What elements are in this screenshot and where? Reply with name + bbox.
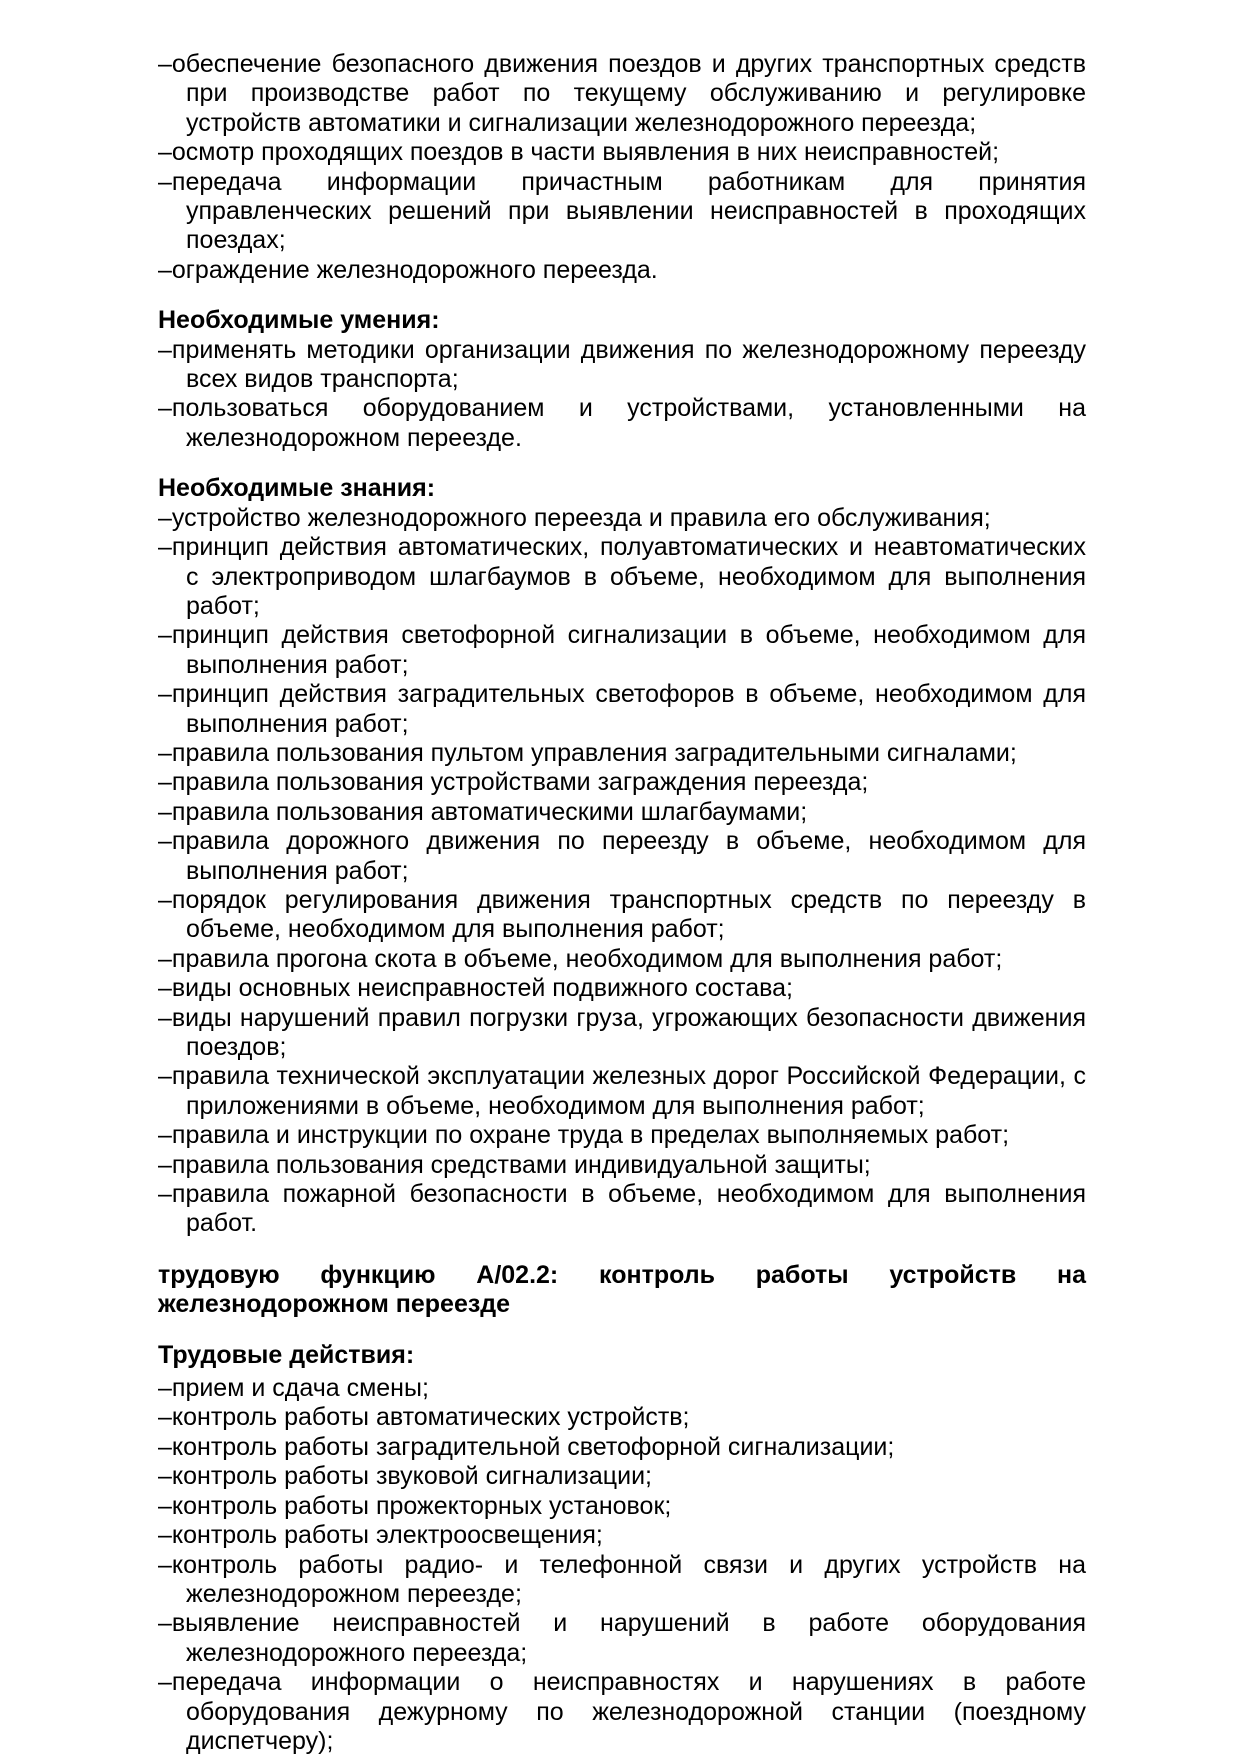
list-item: –осмотр проходящих поездов в части выявления в них неисправностей; [158, 138, 1000, 167]
list-item: –правила прогона скота в объеме, необходимом для выполнения работ; [158, 944, 1003, 973]
list-item: –контроль работы автоматических устройств; [158, 1403, 690, 1432]
document-page [158, 50, 1086, 1756]
list-item: –передача информации причастным работникам для принятия управленческих решений при выявлении неисправностей в проходящих поездах; [158, 167, 1086, 255]
list-item: –пользоваться оборудованием и устройствами, установленными на железнодорожном переезде. [158, 394, 1086, 452]
knowledge-list [158, 504, 1086, 1239]
list-item: –обеспечение безопасного движения поездов и других транспортных средств при производстве работ по текущему обслуживанию и регулировке устройств автоматики и сигнализации железнодорожного переезда; [158, 50, 1086, 137]
list-item: –правила пользования автоматическими шлагбаумами; [158, 797, 808, 826]
list-item: –принцип действия автоматических, полуавтоматических и неавтоматических с электроприводом шлагбаумов в объеме, необходимом для выполнения работ; [158, 533, 1086, 620]
list-item: –устройство железнодорожного переезда и правила его обслуживания; [158, 503, 991, 532]
list-item: –правила пользования средствами индивидуальной защиты; [158, 1150, 871, 1179]
list-item: –контроль работы звуковой сигнализации; [158, 1462, 652, 1491]
section-heading-knowledge: Необходимые знания: [158, 474, 436, 503]
list-item: –виды нарушений правил погрузки груза, угрожающих безопасности движения поездов; [158, 1003, 1086, 1061]
list-item: –порядок регулирования движения транспортных средств по переезду в объеме, необходимом для выполнения работ; [158, 885, 1086, 944]
actions-list [158, 1374, 1086, 1756]
list-item: –правила пользования пультом управления заградительными сигналами; [158, 738, 1017, 767]
list-item: –контроль работы прожекторных установок; [158, 1491, 672, 1520]
skills-list [158, 336, 1086, 454]
section-heading-actions: Трудовые действия: [158, 1340, 415, 1369]
labor-function-paragraph: трудовую функцию А/02.2: контроль работы устройств на железнодорожном переезде [158, 1260, 1086, 1319]
list-item: –правила и инструкции по охране труда в пределах выполняемых работ; [158, 1121, 1010, 1150]
list-item: –передача информации о неисправностях и нарушениях в работе оборудования дежурному по железнодорожной станции (поездному диспетчеру); [158, 1668, 1086, 1755]
list-item: –правила дорожного движения по переезду в объеме, необходимом для выполнения работ; [158, 827, 1086, 885]
intro-list [158, 50, 1086, 285]
list-item: –выявление неисправностей и нарушений в работе оборудования железнодорожного переезда; [158, 1609, 1086, 1667]
list-item: –контроль работы радио- и телефонной связи и других устройств на железнодорожном переезде; [158, 1550, 1086, 1608]
list-item: –контроль работы электроосвещения; [158, 1521, 603, 1550]
list-item: –виды основных неисправностей подвижного состава; [158, 974, 793, 1003]
list-item: –принцип действия заградительных светофоров в объеме, необходимом для выполнения работ; [158, 680, 1086, 738]
list-item: –ограждение железнодорожного переезда. [158, 255, 658, 284]
section-heading-skills: Необходимые умения: [158, 306, 440, 335]
list-item: –применять методики организации движения по железнодорожному переезду всех видов транспорта; [158, 335, 1086, 394]
list-item: –контроль работы заградительной светофорной сигнализации; [158, 1432, 895, 1461]
list-item: –правила пожарной безопасности в объеме, необходимом для выполнения работ. [158, 1180, 1086, 1238]
list-item: –принцип действия светофорной сигнализации в объеме, необходимом для выполнения работ; [158, 621, 1086, 679]
list-item: –прием и сдача смены; [158, 1374, 429, 1403]
list-item: –правила технической эксплуатации железных дорог Российской Федерации, с приложениями в объеме, необходимом для выполнения работ; [158, 1062, 1086, 1120]
list-item: –правила пользования устройствами заграждения переезда; [158, 768, 869, 797]
